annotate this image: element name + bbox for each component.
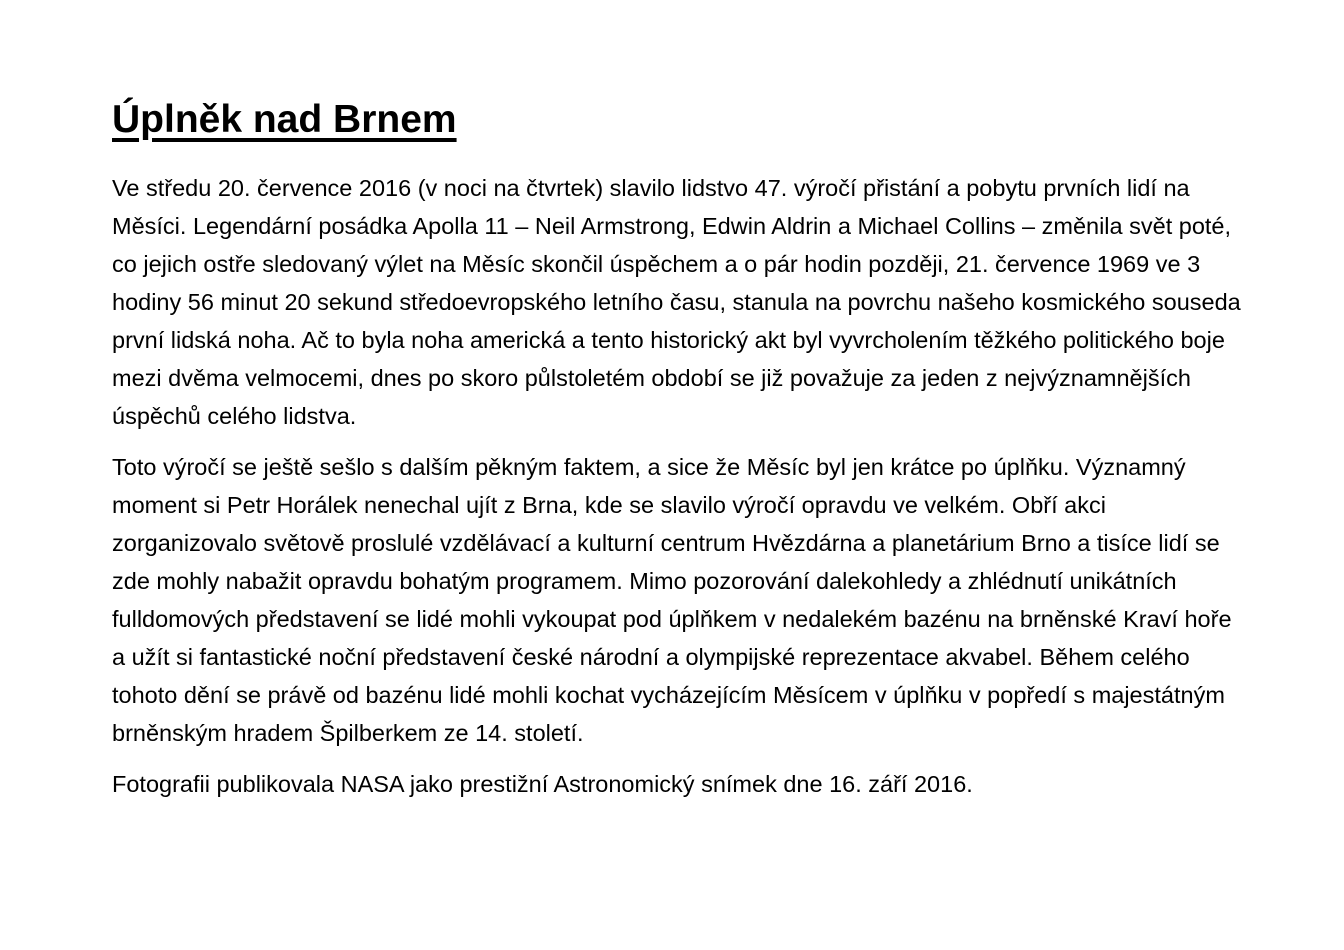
- paragraph-1: Ve středu 20. července 2016 (v noci na čtvrtek) slavilo lidstvo 47. výročí přistání a pobytu prvních lidí na Měsíci. Legendární posádka Apolla 11 – Neil Armstrong, Edwin Aldrin a Michael Collins – změnila svět poté, co jejich ostře sledovaný výlet na Měsíc skončil úspěchem a o pár hodin později, 21. července 1969 ve 3 hodiny 56 minut 20 sekund středoevropského letního času, stanula na povrchu našeho kosmického souseda první lidská noha. Ač to byla noha americká a tento historický akt byl vyvrcholením těžkého politického boje mezi dvěma velmocemi, dnes po skoro půlstoletém období se již považuje za jeden z nejvýznamnějších úspěchů celého lidstva.: [112, 174, 1241, 429]
- paragraph-2: Toto výročí se ještě sešlo s dalším pěkným faktem, a sice že Měsíc byl jen krátce po úplňku. Významný moment si Petr Horálek nenechal ujít z Brna, kde se slavilo výročí opravdu ve velkém. Obří akci zorganizovalo světově proslulé vzdělávací a kulturní centrum Hvězdárna a planetárium Brno a tisíce lidí se zde mohly nabažit opravdu bohatým programem. Mimo pozorování dalekohledy a zhlédnutí unikátních fulldomových představení se lidé mohli vykoupat pod úplňkem v nedalekém bazénu na brněnské Kraví hoře a užít si fantastické noční představení české národní a olympijské reprezentace akvabel. Během celého tohoto dění se právě od bazénu lidé mohli kochat vycházejícím Měsícem v úplňku v popředí s majestátným brněnským hradem Špilberkem ze 14. století.: [112, 453, 1232, 746]
- document-title: Úplněk nad Brnem: [112, 98, 457, 141]
- document-body: [112, 169, 1244, 803]
- paragraph-3: Fotografii publikovala NASA jako prestižní Astronomický snímek dne 16. září 2016.: [112, 770, 973, 797]
